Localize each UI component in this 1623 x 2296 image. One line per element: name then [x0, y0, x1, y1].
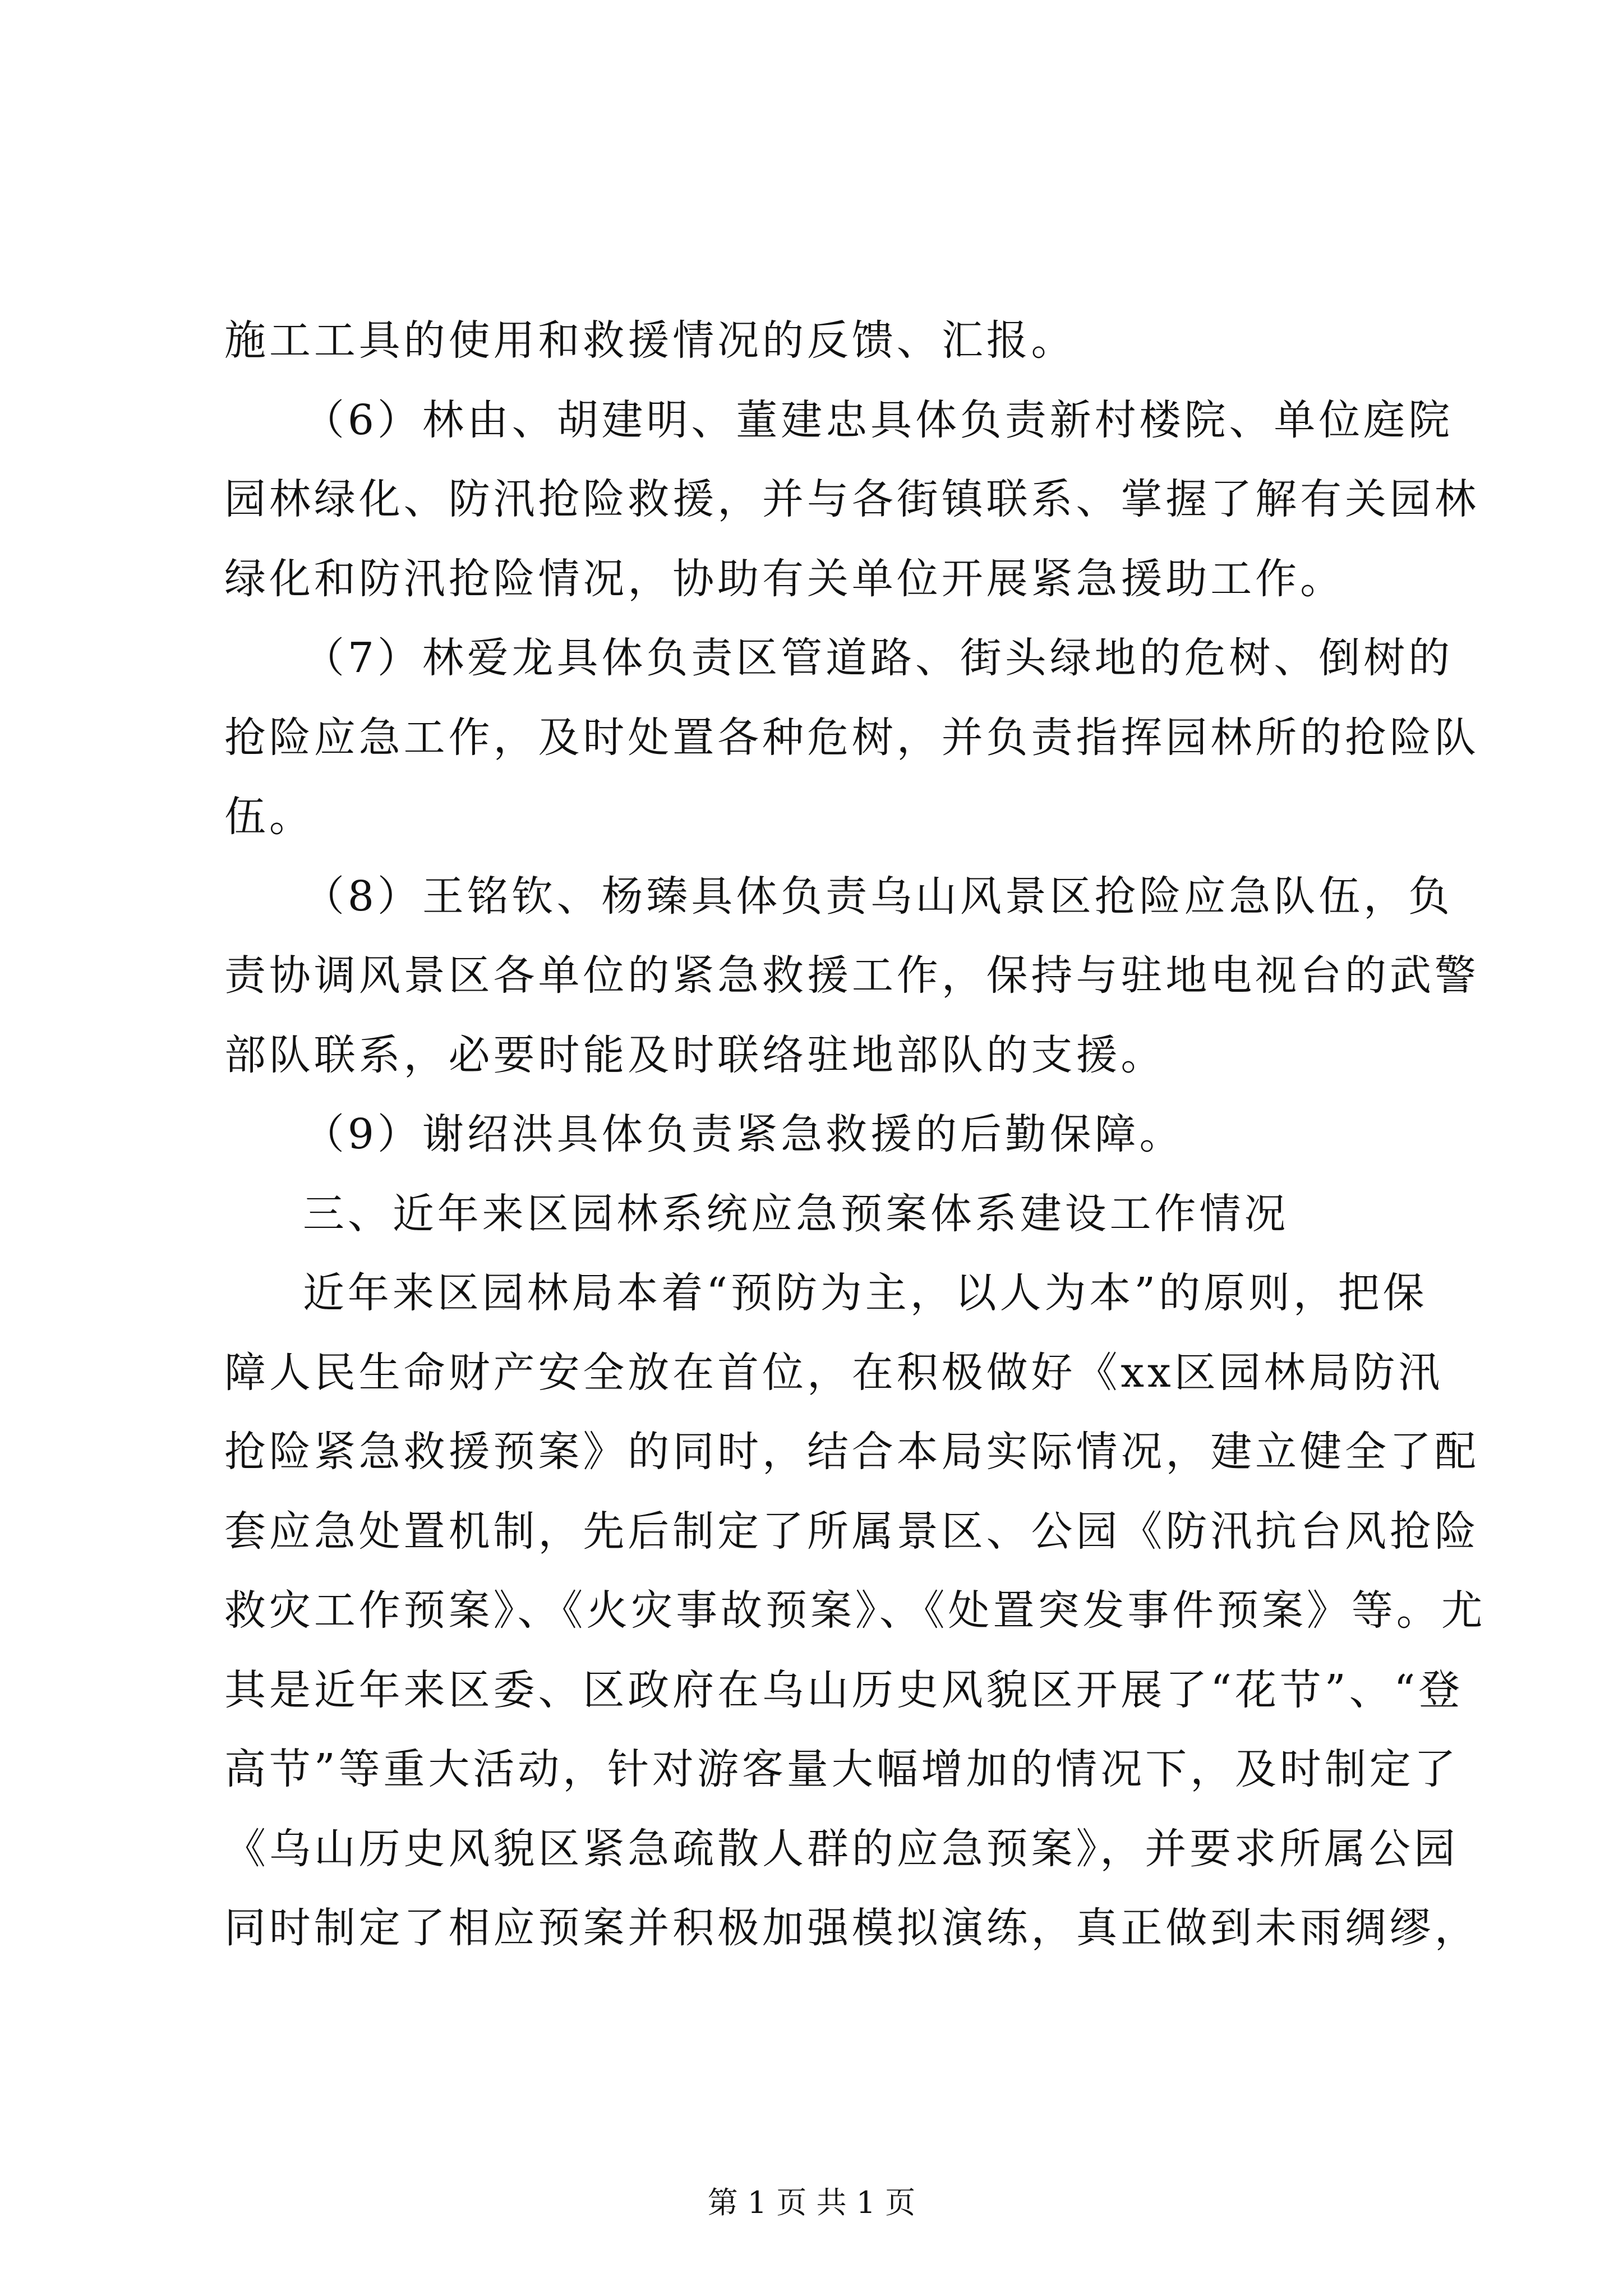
text-line: 抢险应急工作，及时处置各种危树，并负责指挥园林所的抢险队	[224, 714, 1479, 762]
text-line: 其是近年来区委、区政府在乌山历史风貌区开展了“花节”、“登	[224, 1666, 1464, 1714]
text-line: 高节”等重大活动，针对游客量大幅增加的情况下，及时制定了	[224, 1745, 1459, 1793]
text-line: 近年来区园林局本着“预防为主，以人为本”的原则，把保	[303, 1269, 1428, 1317]
page-footer: 第 1 页 共 1 页	[707, 2185, 916, 2220]
text-line: 抢险紧急救援预案》的同时，结合本局实际情况，建立健全了配	[224, 1428, 1479, 1476]
text-line: 施工工具的使用和救援情况的反馈、汇报。	[224, 316, 1076, 365]
text-line: 绿化和防汛抢险情况，协助有关单位开展紧急援助工作。	[224, 555, 1345, 603]
text-line: 部队联系，必要时能及时联络驻地部队的支援。	[224, 1031, 1166, 1079]
text-line: （7）林爱龙具体负责区管道路、街头绿地的危树、倒树的	[303, 634, 1453, 682]
text-line: 套应急处置机制，先后制定了所属景区、公园《防汛抗台风抢险	[224, 1507, 1479, 1556]
text-line: 《乌山历史风貌区紧急疏散人群的应急预案》，并要求所属公园	[224, 1825, 1459, 1873]
text-line: （8）王铭钦、杨臻具体负责乌山风景区抢险应急队伍，负	[303, 872, 1453, 921]
text-line: 园林绿化、防汛抢险救援，并与各街镇联系、掌握了解有关园林	[224, 475, 1479, 523]
text-line: 伍。	[224, 793, 314, 841]
text-line: （6）林由、胡建明、董建忠具体负责新村楼院、单位庭院	[303, 396, 1453, 444]
text-line: 同时制定了相应预案并积极加强模拟演练，真正做到未雨绸缪，	[224, 1904, 1479, 1952]
text-line: 责协调风景区各单位的紧急救援工作，保持与驻地电视台的武警	[224, 951, 1479, 1000]
section-heading: 三、近年来区园林系统应急预案体系建设工作情况	[303, 1190, 1289, 1238]
text-line: 救灾工作预案》、《火灾事故预案》、《处置突发事件预案》等。尤	[224, 1586, 1486, 1635]
text-line: （9）谢绍洪具体负责紧急救援的后勤保障。	[303, 1110, 1184, 1158]
text-line: 障人民生命财产安全放在首位，在积极做好《xx区园林局防汛	[224, 1349, 1444, 1397]
